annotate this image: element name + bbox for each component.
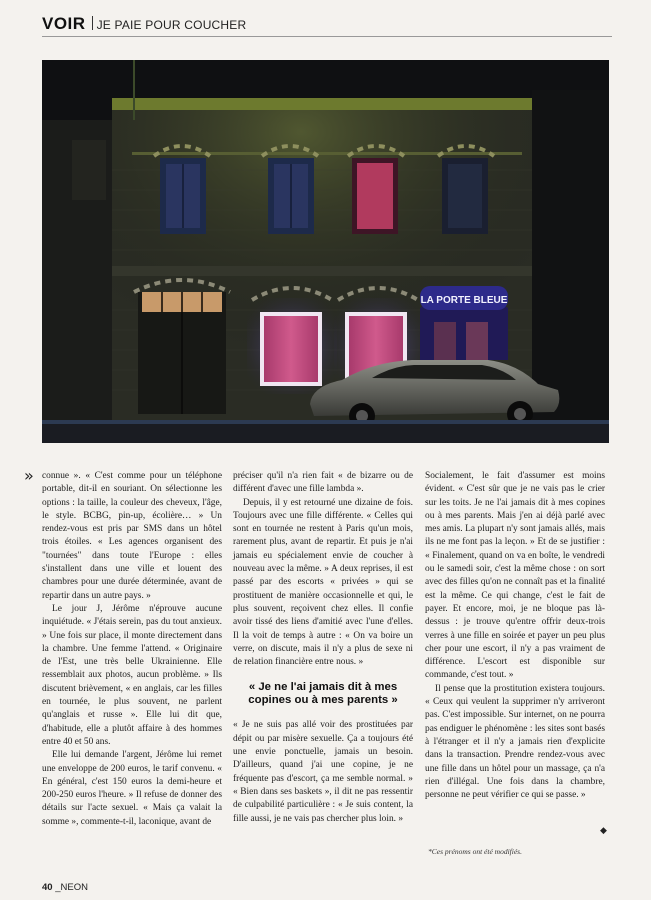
article-body bbox=[0, 466, 651, 865]
column-3 bbox=[425, 470, 605, 802]
sign-text: LA PORTE BLEUE bbox=[420, 295, 508, 306]
paragraph: préciser qu'il n'a rien fait « de bizarre ou de différent d'avec une fille lambda ». bbox=[233, 471, 413, 495]
topic-title: JE PAIE POUR COUCHER bbox=[96, 18, 247, 32]
paragraph: Il pense que la prostitution existera toujours. « Ceux qui veulent la supprimer n'y arriveront pas. C'est impossible. Sur internet, on ne pourra pas endiguer le phénomène : les sites sont basés à l'étranger et il n'y a jamais rien d'explicite dans la transaction. Prendre rendez-vous avec une fille dans un hôtel pour un massage, ça n'a rien d'illégal. Une fois dans la chambre, personne ne peut vérifier ce qui se passe. » bbox=[425, 683, 605, 801]
page-header bbox=[42, 14, 612, 37]
paragraph: connue ». « C'est comme pour un téléphone portable, dit-il en souriant. On sélectionne les options : la taille, la couleur des cheveux, l'âge, le style. BCBG, pin-up, écolière… » Un rendez-vous est pris par SMS dans un hôtel trois étoiles. « Les agences organisent des "tournées" dans toute l'Europe : elles s'installent dans une ville et louent des chambres pour une durée déterminée, avant de repartir dans un autre pays. » bbox=[42, 471, 222, 601]
magazine-name: _NEON bbox=[55, 882, 88, 893]
section-title: VOIR bbox=[42, 14, 86, 33]
paragraph: Depuis, il y est retourné une dizaine de fois. Toujours avec une fille différente. « Celles qui sont en tournée ne restent à Paris qu'un mois, rarement plus, avant de repartir. Et puis je n'ai jamais eu spécialement envie de coucher à nouveau avec la même. » A deux reprises, il est passé par des escorts « privées » qui se prostituent de manière occasionnelle et qui, le plus souvent, reçoivent chez elles. Il confie avoir tissé des liens d'amitié avec l'une d'elles. Il la voit de temps à autre : « On va boire un verre, on discute, mais il n'y a plus de sexe ni de relation financière entre nous. » bbox=[233, 497, 413, 668]
column-1 bbox=[42, 470, 222, 829]
column-2 bbox=[233, 470, 413, 826]
paragraph: « Je ne suis pas allé voir des prostituées par dépit ou par misère sexuelle. Ça a toujours été une envie ponctuelle, jamais un besoin. D'ailleurs, quand j'ai une copine, je ne fréquente pas d'escort, ça me semble normal. » « Bien dans ses baskets », il dit ne pas ressentir de culpabilité particulière : « Je suis content, la fille aussi, je ne vais pas chercher plus loin. » bbox=[233, 720, 413, 824]
brick-house-night-photo bbox=[42, 60, 609, 443]
article-photo bbox=[42, 60, 609, 443]
page-number: 40 bbox=[42, 882, 53, 893]
pull-quote: « Je ne l'ai jamais dit à mes copines ou à mes parents » bbox=[248, 681, 398, 707]
footnote: *Ces prénoms ont été modifiés. bbox=[428, 847, 522, 856]
paragraph: Elle lui demande l'argent, Jérôme lui remet une enveloppe de 200 euros, le tarif convenu. « En général, c'est 150 euros la demi-heure et 200-250 euros l'heure. » Il refuse de donner des détails sur l'acte sexuel. « Mais ça valait la somme », commente-t-il, laconique, avant de bbox=[42, 750, 222, 827]
continuation-marker: » bbox=[24, 466, 34, 485]
paragraph: Le jour J, Jérôme n'éprouve aucune inquiétude. « J'étais serein, pas du tout anxieux. » Une fois sur place, il monte directement dans la chambre. Une femme l'attend. « Originaire de l'Est, une très belle Ukrainienne. Elle ressemblait aux photos, aucun problème. » Ils discutent brièvement, « en anglais, car les filles en tournée, le plus souvent, ne parlent qu'anglais et russe ». Elle lui dit que, d'habitude, elle a plutôt affaire à des hommes entre 40 et 50 ans. bbox=[42, 603, 222, 747]
header-divider bbox=[92, 16, 93, 30]
end-mark-icon: ◆ bbox=[600, 826, 607, 836]
page-footer bbox=[42, 882, 88, 893]
paragraph: Socialement, le fait d'assumer est moins évident. « C'est sûr que je ne vais pas le crier sur les toits. Je ne l'ai jamais dit à mes copines ou à mes parents. Mais j'en ai déjà parlé avec mes amis. La plupart n'y sont jamais allés, mais ils ne me font pas la leçon. » Et de se justifier : « Finalement, quand on va en boîte, le vendredi ou le samedi soir, c'est la même chose : on sort avec des filles qu'on ne connaît pas et la finalité est la même. Ce qui change, c'est le fait de payer. Et encore, moi, je ne bloque pas là-dessus : je trouve qu'entre offrir deux-trois verres à une fille en soirée et payer un peu plus cher pour une escort, il n'y a pas vraiment de différence. L'escort est disponible sur commande, c'est tout. » bbox=[425, 471, 605, 681]
